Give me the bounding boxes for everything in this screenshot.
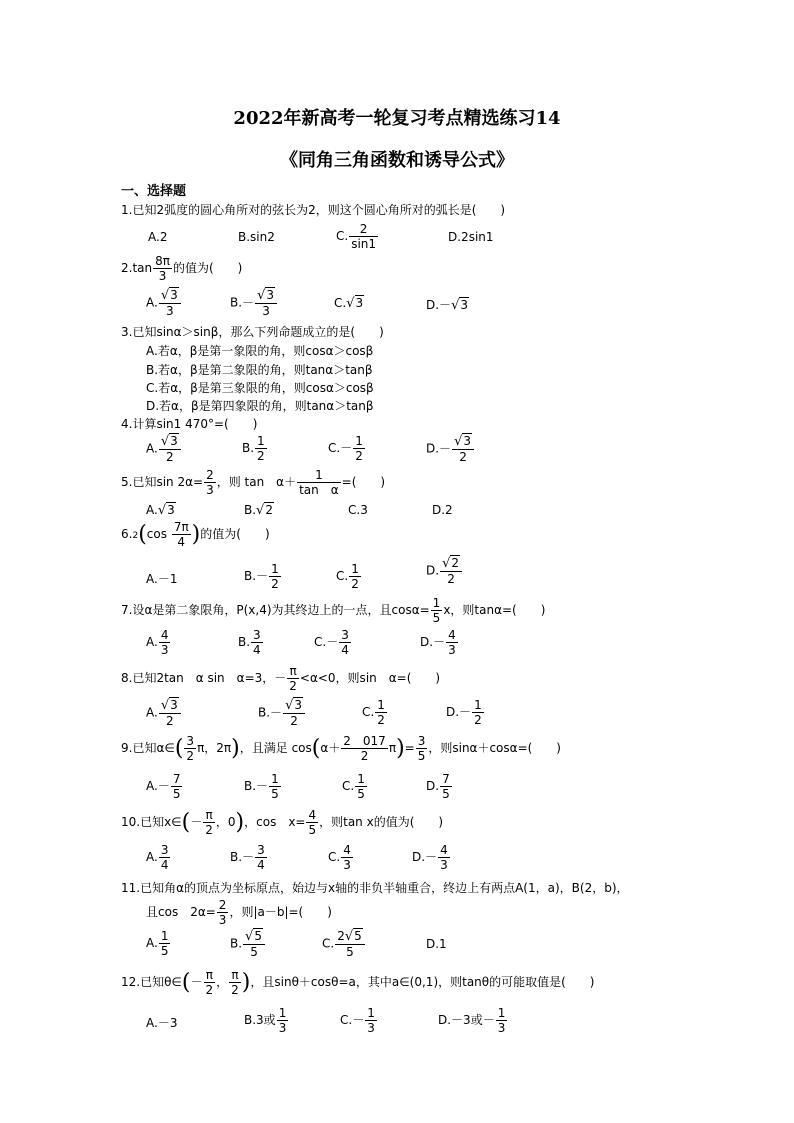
option-a: A.2 bbox=[148, 230, 168, 244]
page-title: 2022年新高考一轮复习考点精选练习14 bbox=[233, 108, 561, 129]
option-b: B. $\frac{√5}{5}$ bbox=[230, 929, 266, 959]
option-d: D.－ $\frac{√3}{2}$ bbox=[426, 434, 475, 464]
question-12-options bbox=[146, 1006, 706, 1040]
option-a: A. $\frac{3}{4}$ bbox=[146, 843, 169, 872]
question-9-options bbox=[146, 772, 706, 806]
question-1: 1.已知2弧度的圆心角所对的弦长为2，则这个圆心角所对的弧长是( ) bbox=[121, 203, 506, 217]
question-1-options bbox=[148, 222, 708, 254]
option-d: D. $\frac{√2}{2}$ bbox=[426, 556, 463, 586]
question-10: 10.已知x∈(－ $\frac{\pi}{2}$ ，0)，cos x= $\frac{4}{5}$ ，则tan x的值为( ) bbox=[121, 808, 444, 837]
question-8: 8.已知2tan α sin α=3，－ $\frac{\pi}{2}$ <α<0，则sin α=( ) bbox=[121, 664, 441, 693]
option-a: A.√3 bbox=[146, 503, 175, 518]
option-c: C.－ $\frac{1}{2}$ bbox=[328, 434, 363, 463]
option-b: B.－ $\frac{3}{4}$ bbox=[230, 843, 265, 872]
option-c: C. $\frac{2√5}{5}$ bbox=[322, 929, 366, 959]
question-4: 4.计算sin1 470°=( ) bbox=[121, 417, 258, 431]
question-8-options bbox=[146, 698, 706, 732]
option-c: C.－ $\frac{3}{4}$ bbox=[314, 628, 349, 657]
option-d: D.－√3 bbox=[426, 298, 468, 313]
option-c: C.－ $\frac{1}{3}$ bbox=[340, 1006, 375, 1035]
option-c: C. $\frac{1}{5}$ bbox=[342, 772, 365, 801]
option-d: D.－ $\frac{4}{3}$ bbox=[412, 843, 448, 872]
question-6: 6.2(cos $\frac{7\pi}{4}$ )的值为( ) bbox=[121, 520, 270, 549]
option-b: B.－ $\frac{√3}{3}$ bbox=[230, 288, 278, 318]
option-a: A. $\frac{√3}{2}$ bbox=[146, 698, 182, 728]
option-b: B.－ $\frac{1}{2}$ bbox=[244, 562, 279, 591]
option-b: B.若α，β是第二象限的角，则tanα＞tanβ bbox=[146, 363, 373, 377]
option-d: D.若α，β是第四象限的角，则tanα＞tanβ bbox=[146, 399, 374, 413]
option-c: C.√3 bbox=[334, 296, 364, 311]
question-11: 11.已知角α的顶点为坐标原点，始边与x轴的非负半轴重合，终边上有两点A(1，a)，B(2，b)， bbox=[121, 881, 629, 895]
option-a: A. $\frac{√3}{2}$ bbox=[146, 434, 182, 464]
option-b: B.sin2 bbox=[238, 230, 275, 244]
option-c: C. $\frac{2}{\sin 1}$ bbox=[336, 222, 377, 251]
option-a: A. $\frac{√3}{3}$ bbox=[146, 288, 182, 318]
option-d: D.1 bbox=[426, 937, 447, 951]
question-12: 12.已知θ∈(－ $\frac{\pi}{2}$ ， $\frac{\pi}{2}$ )，且sinθ＋cosθ=a，其中a∈(0,1)，则tanθ的可能取值是( ) bbox=[121, 968, 595, 997]
question-3: 3.已知sinα＞sinβ，那么下列命题成立的是( ) bbox=[121, 325, 384, 339]
option-c: C.3 bbox=[348, 503, 368, 517]
question-4-options bbox=[146, 434, 706, 468]
question-2: 2.tan $\frac{8\pi}{3}$ 的值为( ) bbox=[121, 254, 243, 283]
question-5: 5.已知sin 2α= $\frac{2}{3}$ ，则 tan α＋ $\frac{1}{\text{tan α}}$ =( ) bbox=[121, 468, 386, 497]
option-a: A. $\frac{4}{3}$ bbox=[146, 628, 169, 657]
option-a: A.－1 bbox=[146, 572, 178, 586]
option-b: B. $\frac{3}{4}$ bbox=[238, 628, 261, 657]
question-7-options bbox=[146, 628, 706, 662]
question-10-options bbox=[146, 843, 706, 877]
option-c: C. $\frac{1}{2}$ bbox=[362, 698, 385, 727]
option-b: B. $\frac{1}{2}$ bbox=[242, 434, 265, 463]
option-d: D.－3或－ $\frac{1}{3}$ bbox=[438, 1006, 506, 1035]
option-a: A.－ $\frac{7}{5}$ bbox=[146, 772, 181, 801]
question-6-options bbox=[146, 556, 706, 590]
option-b: B.√2 bbox=[244, 503, 273, 518]
option-a: A.若α，β是第一象限的角，则cosα＞cosβ bbox=[146, 344, 374, 358]
option-d: D. $\frac{7}{5}$ bbox=[426, 772, 450, 801]
option-a: A.－3 bbox=[146, 1016, 178, 1030]
page-subtitle: 《同角三角函数和诱导公式》 bbox=[280, 150, 514, 171]
option-c: C. $\frac{1}{2}$ bbox=[336, 562, 359, 591]
option-a: A. $\frac{1}{5}$ bbox=[146, 929, 169, 958]
question-9: 9.已知α∈( $\frac{3}{2}$ π，2π)，且满足 cos(α＋ $\frac{2 017}{2}$ π)= $\frac{3}{5}$ ，则sinα＋cosα=( ) bbox=[121, 734, 561, 763]
section-heading: 一、选择题 bbox=[121, 184, 187, 199]
option-c: C.若α，β是第三象限的角，则cosα＞cosβ bbox=[146, 381, 374, 395]
option-d: D.2sin1 bbox=[448, 230, 494, 244]
option-b: B.3或 $\frac{1}{3}$ bbox=[244, 1006, 287, 1035]
question-11-options bbox=[146, 929, 706, 963]
question-11-line-2: 且cos 2α= $\frac{2}{3}$ ，则|a－b|=( ) bbox=[146, 898, 332, 927]
option-d: D.－ $\frac{4}{3}$ bbox=[420, 628, 456, 657]
option-c: C. $\frac{4}{3}$ bbox=[328, 843, 351, 872]
option-d: D.2 bbox=[432, 503, 453, 517]
option-b: B.－ $\frac{1}{5}$ bbox=[244, 772, 279, 801]
option-b: B.－ $\frac{√3}{2}$ bbox=[258, 698, 306, 728]
option-d: D.－ $\frac{1}{2}$ bbox=[446, 698, 482, 727]
question-2-options bbox=[146, 288, 706, 322]
question-7: 7.设α是第二象限角，P(x,4)为其终边上的一点，且cosα= $\frac{1}{5}$ x，则tanα=( ) bbox=[121, 596, 546, 625]
